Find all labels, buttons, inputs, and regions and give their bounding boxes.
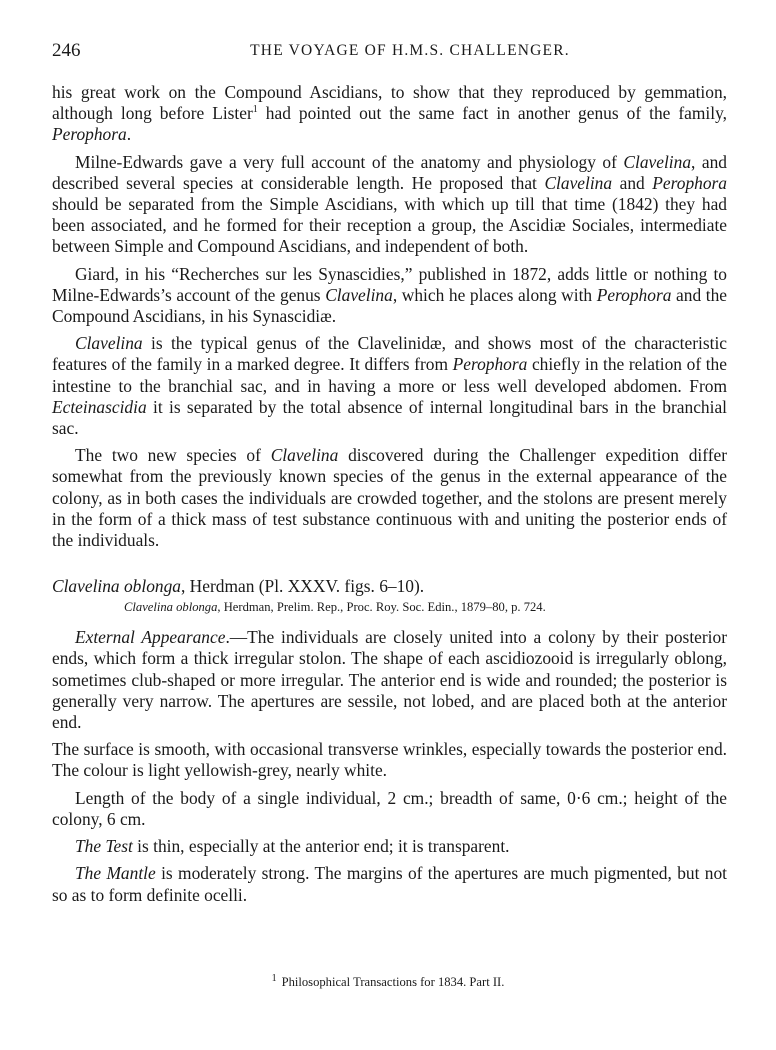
text-run: Milne-Edwards gave a very full account of the anatomy and physiology of <box>75 151 624 172</box>
species-name: Clavelina oblonga <box>52 576 181 597</box>
text-run: Giard, in his “Recherches sur les Synascidies,” published in 1872, adds little or nothing to Milne-Edwards’s account of the genus <box>52 263 727 305</box>
text-run: , and described several species at considerable length. He proposed that <box>52 151 727 193</box>
synonymy-line <box>124 599 727 615</box>
text-run: , which he places along with <box>392 284 597 305</box>
text-run: had pointed out the same fact in another genus of the family, <box>257 103 727 124</box>
species-heading <box>52 575 727 597</box>
paragraph-milne-edwards <box>52 152 727 258</box>
genus-name: Perophora <box>452 354 528 375</box>
paragraph-dimensions <box>52 788 727 830</box>
text-run: is the typical genus of the Clavelinidæ, and shows most of the characteristic features of the family in a marked degree. It differs from <box>52 333 727 375</box>
running-title: THE VOYAGE OF H.M.S. CHALLENGER. <box>250 42 570 59</box>
footnote-text: Philosophical Transactions for 1834. Part II. <box>281 975 505 990</box>
footnote <box>0 973 776 990</box>
text-run: Length of the body of a single individual, 2 cm.; breadth of same, 0·6 cm.; height of the colony, 6 cm. <box>52 787 727 829</box>
text-run: is moderately strong. The margins of the apertures are much pigmented, but not so as to form definite ocelli. <box>52 863 727 905</box>
page-header <box>52 40 728 66</box>
text-run: . <box>126 124 132 145</box>
genus-name: Clavelina <box>270 445 339 466</box>
paragraph-mantle <box>52 863 727 905</box>
text-run: it is separated by the total absence of internal longitudinal bars in the branchial sac. <box>52 396 727 439</box>
synonym-citation: , Herdman, Prelim. Rep., Proc. Roy. Soc. Edin., 1879–80, p. 724. <box>217 600 546 615</box>
body-text <box>52 82 727 912</box>
text-run: and <box>612 172 653 193</box>
genus-name: Perophora <box>652 172 727 193</box>
section-heading: The Test <box>75 836 133 857</box>
synonym-name: Clavelina oblonga <box>124 600 218 615</box>
genus-name: Clavelina <box>544 172 613 193</box>
paragraph-giard <box>52 264 727 328</box>
text-run: The surface is smooth, with occasional transverse wrinkles, especially towards the posterior end. The colour is light yellowish-grey, nearly white. <box>52 739 727 781</box>
paragraph-surface <box>52 739 727 781</box>
text-run: The two new species of <box>75 445 271 466</box>
genus-name: Perophora <box>52 124 127 145</box>
species-citation: , Herdman (Pl. XXXV. figs. 6–10). <box>180 576 425 597</box>
genus-name: Clavelina <box>623 151 692 172</box>
paragraph-external-appearance <box>52 627 727 733</box>
section-heading: The Mantle <box>75 863 156 884</box>
footnote-reference: 1 <box>252 104 258 116</box>
footnote-mark: 1 <box>271 973 277 984</box>
paragraph-clavelina-genus <box>52 333 727 439</box>
genus-name: Clavelina <box>75 333 143 354</box>
paragraph-test <box>52 836 727 857</box>
text-run: should be separated from the Simple Ascidians, with which up till that time (1842) they had been associated, and he formed for their reception a group, the Ascidiæ Sociales, intermediate between Simple and Compound Ascidians, and independent of both. <box>52 194 727 257</box>
text-run: his great work on the Compound Ascidians, to show that they reproduced by gemmation, although long before Lister <box>52 82 727 124</box>
section-heading: External Appearance <box>75 627 226 648</box>
text-run: chiefly in the relation of the intestine to the branchial sac, and in having a more or less well developed abdomen. From <box>52 354 727 396</box>
paragraph-continued <box>52 82 727 146</box>
paragraph-new-species <box>52 445 727 551</box>
text-run: is thin, especially at the anterior end; it is transparent. <box>132 836 510 857</box>
genus-name: Perophora <box>596 284 672 305</box>
text-run: and the Compound Ascidians, in his Synascidiæ. <box>52 284 727 327</box>
genus-name: Ecteinascidia <box>52 396 147 417</box>
text-run: .—The individuals are closely united into a colony by their posterior ends, which form a thick irregular stolon. The shape of each ascidiozooid is irregularly oblong, sometimes club-shaped or more irregular. The anterior end is wide and rounded; the posterior is generally very narrow. The apertures are sessile, not lobed, and are placed both at the anterior end. <box>52 627 727 733</box>
text-run: discovered during the Challenger expedition differ somewhat from the previously known species of the genus in the external appearance of the colony, as in both cases the individuals are crowded together, and the stolons are present merely in the form of a thick mass of test substance continuous with and uniting the posterior ends of the individuals. <box>52 445 727 551</box>
page-number: 246 <box>52 40 81 61</box>
genus-name: Clavelina <box>325 284 393 305</box>
